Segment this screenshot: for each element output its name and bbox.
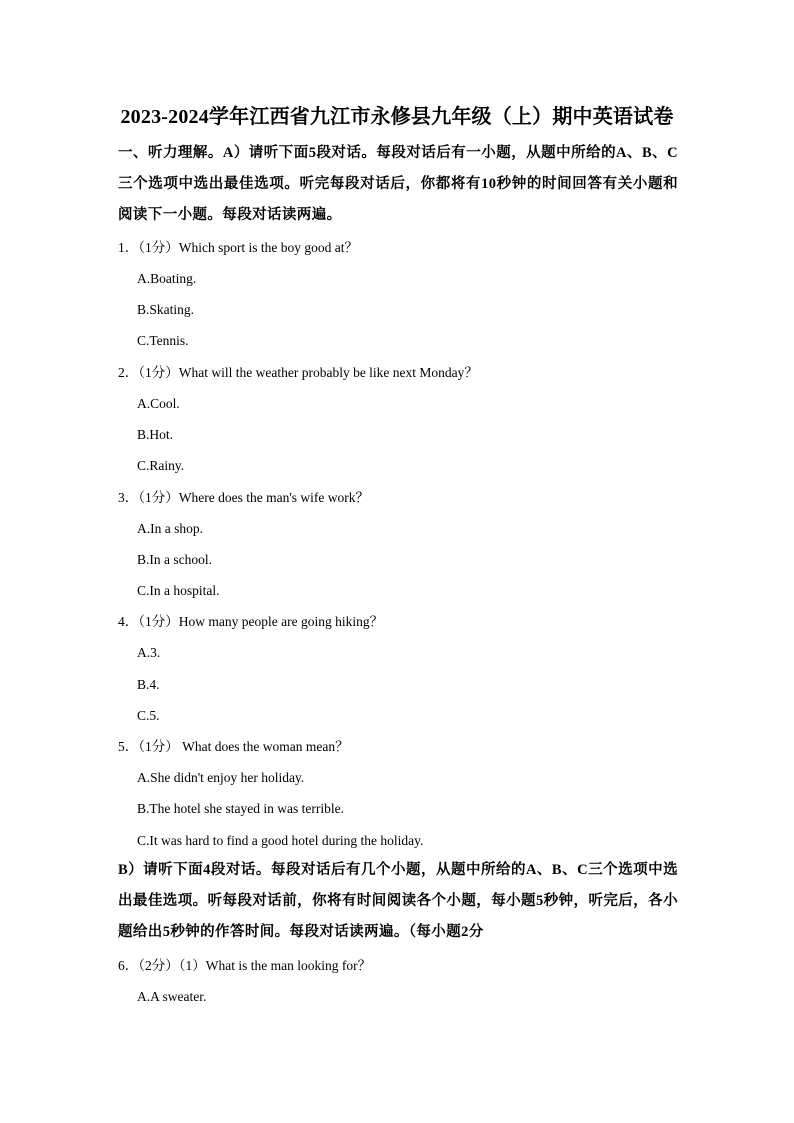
page-title: 2023-2024学年江西省九江市永修县九年级（上）期中英语试卷 bbox=[120, 106, 674, 128]
question-1-option-b: B.Skating. bbox=[137, 302, 195, 317]
question-1-stem: 1．（1分）Which sport is the boy good at？ bbox=[118, 240, 358, 255]
section-a-instructions: 一、听力理解。A）请听下面5段对话。每段对话后有一小题，从题中所给的A、B、C三个选项中选出最佳选项。听完每段对话后，你都将有10秒钟的时间回答有关小题和阅读下一小题。每段对话读两遍。 bbox=[118, 145, 678, 223]
question-4-option-c: C.5. bbox=[137, 708, 160, 723]
question-3-option-a: A.In a shop. bbox=[137, 521, 203, 536]
question-2-option-c: C.Rainy. bbox=[137, 458, 185, 473]
question-6-stem: 6．（2分）（1）What is the man looking for？ bbox=[118, 958, 372, 973]
question-3-stem: 3．（1分）Where does the man's wife work？ bbox=[118, 490, 369, 505]
question-5-stem: 5．（1分） What does the woman mean？ bbox=[118, 739, 349, 754]
question-2-option-a: A.Cool. bbox=[137, 396, 180, 411]
question-5-option-a: A.She didn't enjoy her holiday. bbox=[137, 770, 305, 785]
question-5-option-c: C.It was hard to find a good hotel during the holiday. bbox=[137, 833, 424, 848]
question-5-option-b: B.The hotel she stayed in was terrible. bbox=[137, 801, 344, 816]
question-1-option-a: A.Boating. bbox=[137, 271, 197, 286]
question-1-option-c: C.Tennis. bbox=[137, 333, 189, 348]
question-4-stem: 4．（1分）How many people are going hiking？ bbox=[118, 614, 384, 629]
question-4-option-a: A.3. bbox=[137, 645, 161, 660]
question-4-option-b: B.4. bbox=[137, 677, 160, 692]
question-6-option-a: A.A sweater. bbox=[137, 989, 207, 1004]
section-b-instructions: B）请听下面4段对话。每段对话后有几个小题，从题中所给的A、B、C三个选项中选出最佳选项。听每段对话前，你将有时间阅读各个小题，每小题5秒钟，听完后，各小题给出5秒钟的作答时间。每段对话读两遍。（每小题2分 bbox=[118, 862, 678, 940]
question-3-option-b: B.In a school. bbox=[137, 552, 212, 567]
question-3-option-c: C.In a hospital. bbox=[137, 583, 220, 598]
question-2-stem: 2．（1分）What will the weather probably be like next Monday？ bbox=[118, 365, 478, 380]
question-2-option-b: B.Hot. bbox=[137, 427, 174, 442]
